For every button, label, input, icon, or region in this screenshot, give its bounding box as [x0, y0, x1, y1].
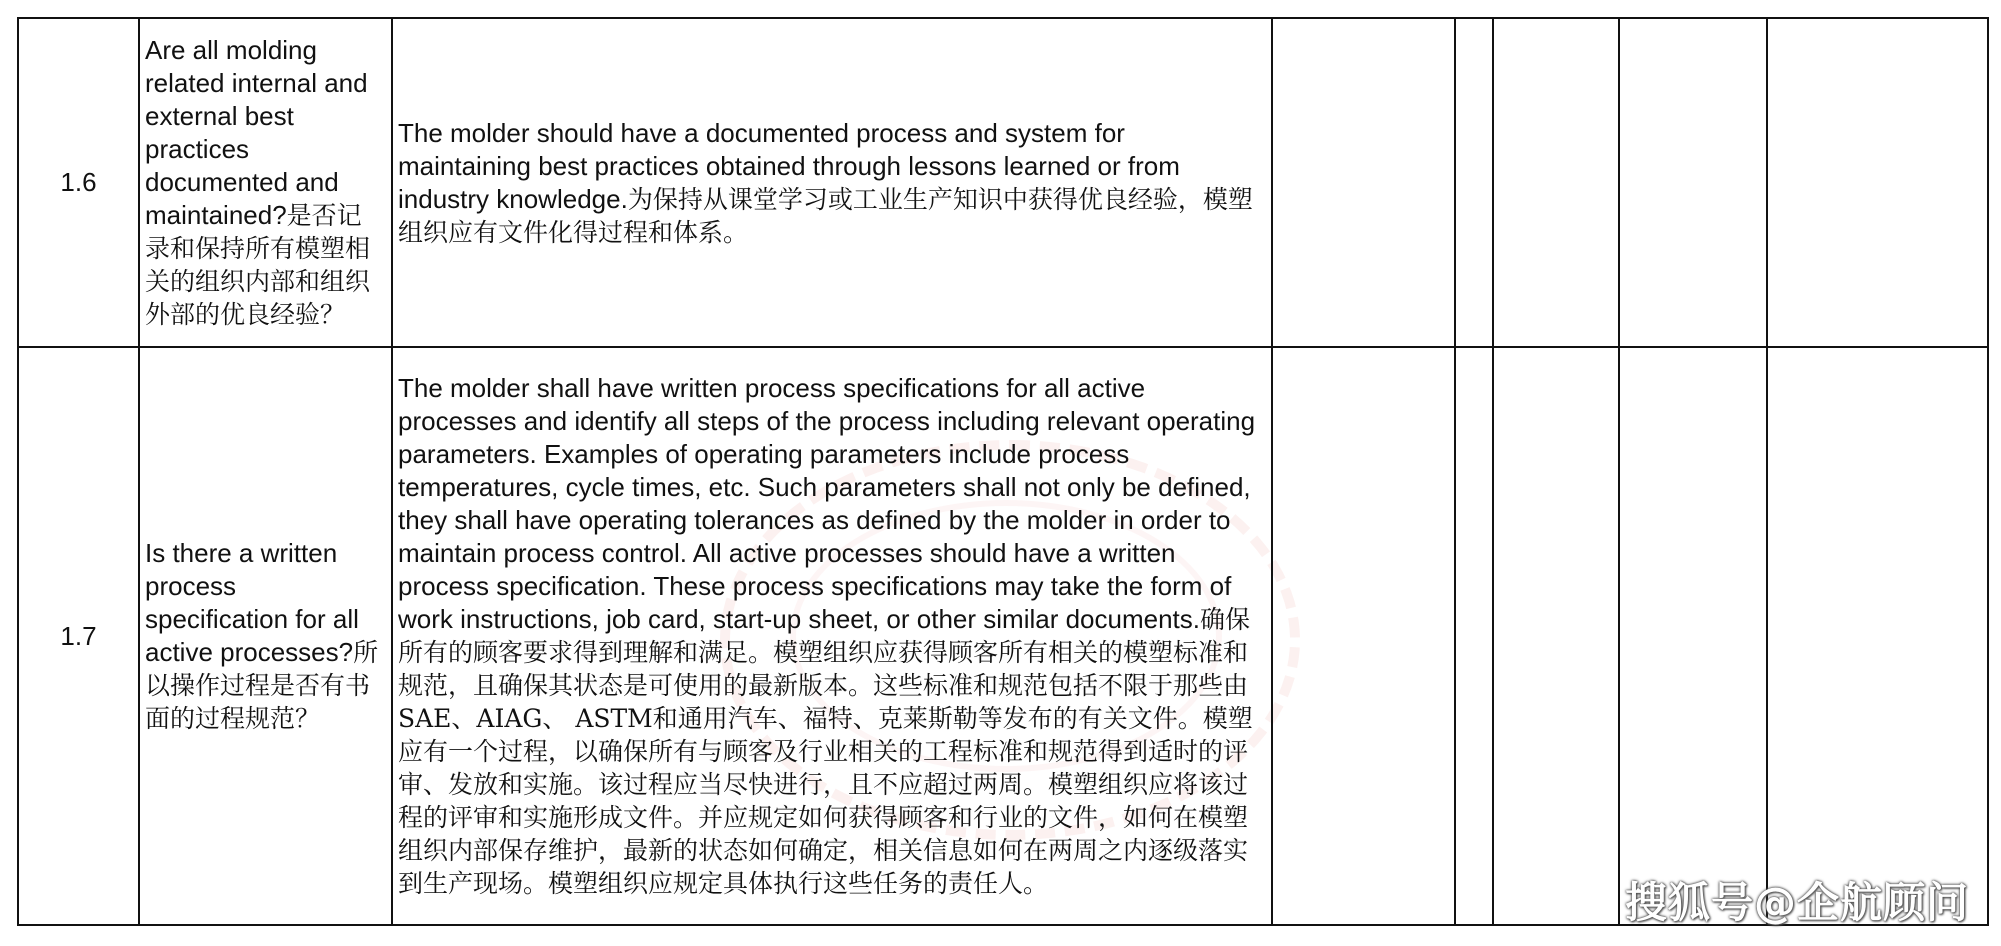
- question-cell: [139, 347, 392, 925]
- empty-cell: [1455, 18, 1493, 347]
- empty-cell: [1619, 18, 1767, 347]
- empty-cell: [1272, 347, 1455, 925]
- question-cn: 所以操作过程是否有书面的过程规范？: [145, 638, 379, 733]
- empty-cell: [1619, 347, 1767, 925]
- description-cell: [392, 18, 1272, 347]
- table-row: [18, 347, 1988, 925]
- empty-cell: [1455, 347, 1493, 925]
- item-number: 1.6: [18, 18, 139, 347]
- description-en: The molder shall have written process specifications for all active processes and identify all steps of the process including relevant operating parameters. Examples of operating parameters include process temperatures, cycle times, etc. Such parameters shall not only be defined, they shall have operating tolerances as defined by the molder in order to maintain process control. All active processes should have a written process specification. These process specifications may take the form of work instructions, job card, start-up sheet, or other similar documents.: [398, 373, 1256, 634]
- question-en: Is there a written process specification for all active processes?: [145, 538, 359, 667]
- empty-cell: [1272, 18, 1455, 347]
- question-cn: 是否记录和保持所有模塑相关的组织内部和组织外部的优良经验？: [145, 201, 371, 329]
- description-en: The molder should have a documented process and system for maintaining best practices obtained through lessons learned or from industry knowledge.: [398, 117, 1180, 214]
- table-row: [18, 18, 1988, 347]
- description-cn: 为保持从课堂学习或工业生产知识中获得优良经验，模塑组织应有文件化得过程和体系。: [398, 184, 1253, 247]
- item-number: 1.7: [18, 347, 139, 925]
- empty-cell: [1767, 347, 1988, 925]
- question-cell: [139, 18, 392, 347]
- checklist-table: [17, 17, 1989, 926]
- watermark-text: 搜狐号@企航顾问: [1624, 878, 1969, 927]
- description-cn: 确保所有的顾客要求得到理解和满足。模塑组织应获得顾客所有相关的模塑标准和规范，且确保其状态是可使用的最新版本。这些标准和规范包括不限于那些由SAE、AIAG、 ASTM和通用汽车、福特、克莱斯勒等发布的有关文件。模塑应有一个过程，以确保所有与顾客及行业相关的工程标准和规范得到适时的评审、发放和实施。该过程应当尽快进行，且不应超过两周。模塑组织应将该过程的评审和实施形成文件。并应规定如何获得顾客和行业的文件，如何在模塑组织内部保存维护，最新的状态如何确定，相关信息如何在两周之内逐级落实到生产现场。模塑组织应规定具体执行这些任务的责任人。: [398, 605, 1253, 898]
- empty-cell: [1767, 18, 1988, 347]
- empty-cell: [1493, 18, 1619, 347]
- question-en: Are all molding related internal and external best practices documented and maintained?: [145, 35, 368, 230]
- empty-cell: [1493, 347, 1619, 925]
- description-cell: [392, 347, 1272, 925]
